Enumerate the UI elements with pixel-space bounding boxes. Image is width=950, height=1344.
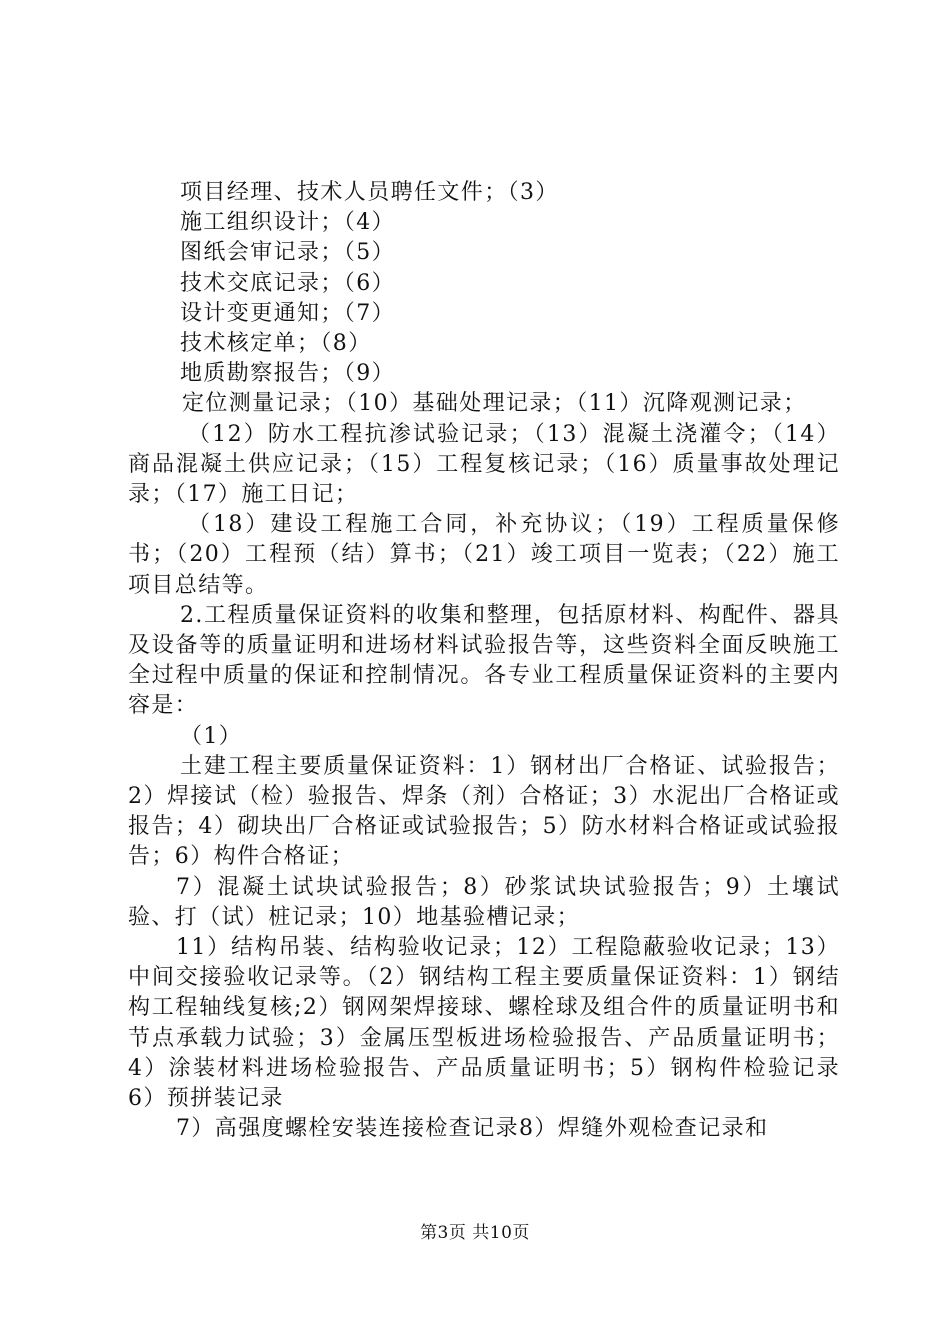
paragraph-waterproof-records: （12）防水工程抗渗试验记录；（13）混凝土浇灌令；（14）商品混凝土供应记录；（15）工程复核记录；（16）质量事故处理记录；（17）施工日记；: [128, 421, 840, 508]
paragraph-item-1-marker: （1）: [180, 723, 243, 749]
paragraph-bolt-inspection: 7）高强度螺栓安装连接检查记录8）焊缝外观检查记录和: [176, 1116, 769, 1142]
paragraph-civil-engineering: 土建工程主要质量保证资料：1）钢材出厂合格证、试验报告；2）焊接试（检）验报告、焊条（剂）合格证；3）水泥出厂合格证或报告；4）砌块出厂合格证或试验报告；5）防水材料合格证或试验报告；6）构件合格证；: [128, 753, 840, 870]
paragraph-construction-design: 施工组织设计；（4）: [180, 210, 395, 236]
paragraph-contract-records: （18）建设工程施工合同，补充协议；（19）工程质量保修书；（20）工程预（结）算书；（21）竣工项目一览表；（22）施工项目总结等。: [128, 512, 840, 598]
paragraph-concrete-tests: 7）混凝土试块试验报告；8）砂浆试块试验报告；9）土壤试验、打（试）桩记录；10）地基验槽记录；: [128, 874, 840, 930]
paragraph-geological-report: 地质勘察报告；（9）: [180, 361, 395, 387]
paragraph-survey-records: 定位测量记录；（10）基础处理记录；（11）沉降观测记录；: [182, 391, 807, 417]
page-footer: [0, 1218, 950, 1243]
paragraph-drawing-review: 图纸会审记录；（5）: [180, 240, 395, 266]
page-number: 第3页 共10页: [420, 1223, 530, 1243]
paragraph-technical-briefing: 技术交底记录；（6）: [180, 270, 395, 296]
document-body: [128, 178, 840, 1145]
paragraph-project-manager: 项目经理、技术人员聘任文件；（3）: [180, 180, 559, 205]
paragraph-technical-approval: 技术核定单；（8）: [180, 331, 372, 357]
paragraph-steel-structure: 11）结构吊装、结构验收记录；12）工程隐蔽验收记录；13）中间交接验收记录等。（2）钢结构工程主要质量保证资料：1）钢结构工程轴线复核;2）钢网架焊接球、螺栓球及组合件的质量证明书和节点承载力试验；3）金属压型板进场检验报告、产品质量证明书；4）涂装材料进场检验报告、产品质量证明书；5）钢构件检验记录6）预拼装记录: [128, 935, 840, 1112]
paragraph-design-change: 设计变更通知；（7）: [180, 300, 395, 326]
paragraph-quality-assurance: 2.工程质量保证资料的收集和整理，包括原材料、构配件、器具及设备等的质量证明和进场材料试验报告等，这些资料全面反映施工全过程中质量的保证和控制情况。各专业工程质量保证资料的主要内容是：: [128, 602, 840, 719]
